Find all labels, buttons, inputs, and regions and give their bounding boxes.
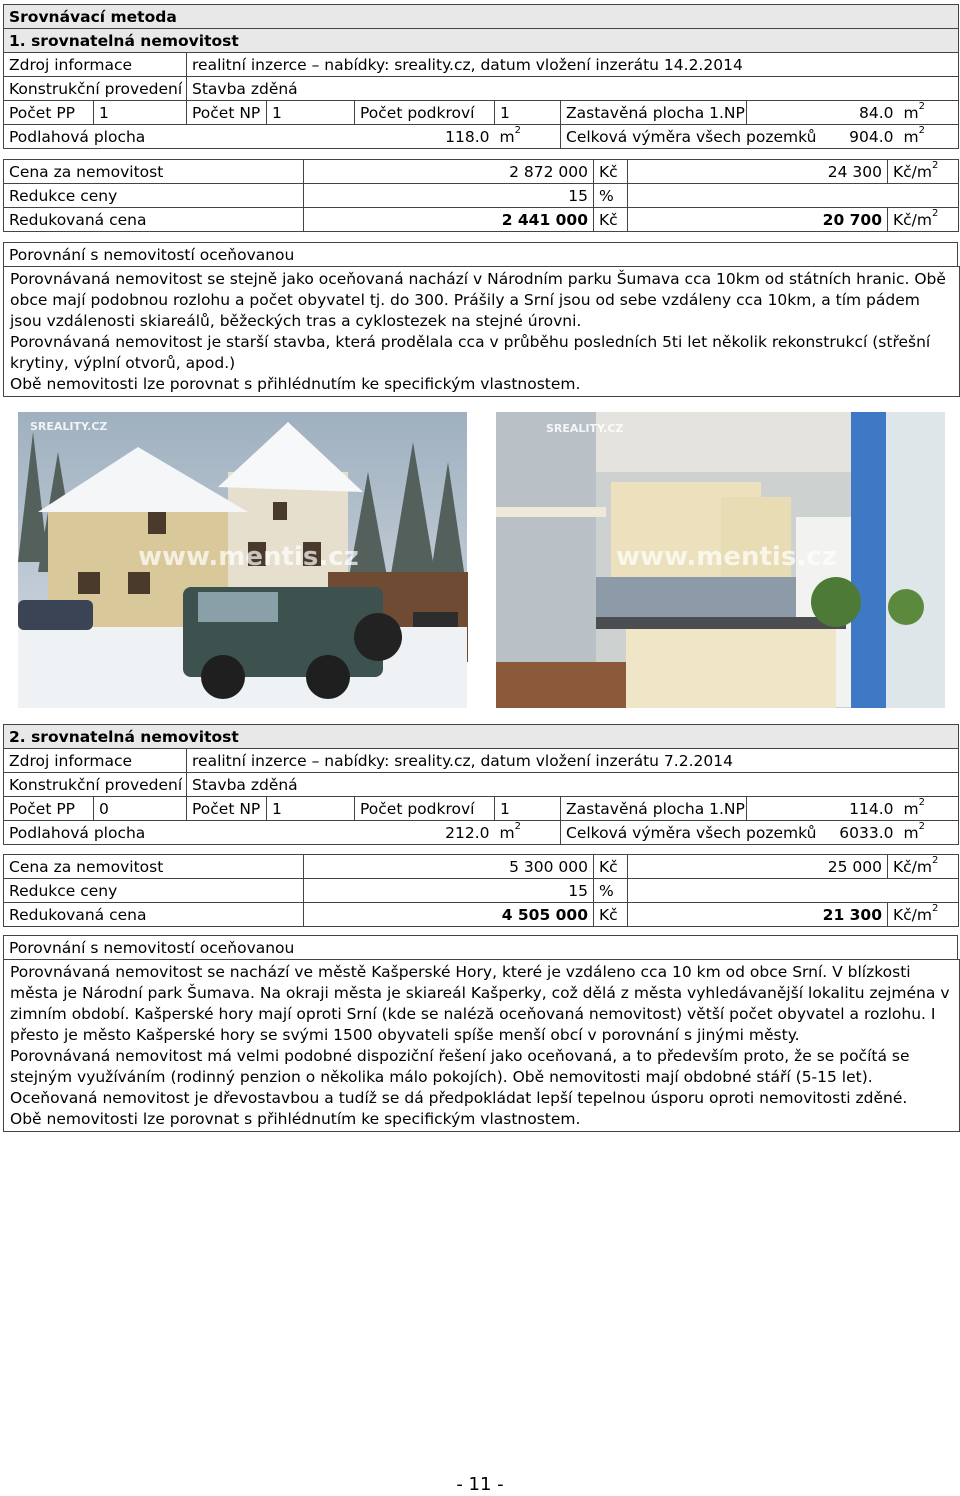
unit-kc-m2: $Kč/m^2$ [888, 855, 959, 879]
unit-kc: Kč [594, 208, 628, 232]
property2-floor-area: 212.0 [355, 821, 495, 845]
property1-attic: 1 [495, 101, 561, 125]
property2-construction: Stavba zděná [187, 773, 959, 797]
unit-pct: % [594, 879, 628, 903]
reduced-price-label: Redukovaná cena [4, 208, 304, 232]
property1-reduced-price: 2 441 000 [304, 208, 594, 232]
construction-label: Konstrukční provedení [4, 773, 187, 797]
floor-area-label: Podlahová plocha [4, 821, 355, 845]
property2-reduced-per-m2: 21 300 [628, 903, 888, 927]
sreality-logo: SREALITY.CZ [30, 420, 108, 433]
comparison-label: Porovnání s nemovitostí oceňovanou [4, 243, 958, 267]
pp-label: Počet PP [4, 797, 94, 821]
unit-kc-m2: $Kč/m^2$ [888, 208, 959, 232]
unit-pct: % [594, 184, 628, 208]
property2-title: 2. srovnatelná nemovitost [4, 725, 959, 749]
watermark: www.mentis.cz [616, 542, 837, 572]
property1-info-table [3, 4, 959, 149]
sreality-logo: SREALITY.CZ [546, 422, 624, 435]
property1-price-table [3, 159, 959, 232]
np-label: Počet NP [187, 101, 267, 125]
paragraph: Obě nemovitosti lze porovnat s přihlédnutím ke specifickým vlastnostem. [10, 1110, 581, 1128]
property1-pp: 1 [94, 101, 187, 125]
unit-m2: $m^2$ [495, 821, 561, 845]
price-label: Cena za nemovitost [4, 855, 304, 879]
property1-floor-area: 118.0 [355, 125, 495, 149]
paragraph: Porovnávaná nemovitost se stejně jako oceňovaná nachází v Národním parku Šumava cca 10km od státních hranic. Obě obce mají podobnou rozlohu a počet obyvatel tj. do 300. Prášily a Srní jsou od sebe vzdáleny cca 10km, a tím pádem jsou vzdálenosti skiareálů, běžeckých tras a cyklostezek na stejné úrovni. [10, 270, 946, 330]
property2-attic: 1 [495, 797, 561, 821]
property1-reduction: 15 [304, 184, 594, 208]
property1-land-total: 904.0 [747, 125, 899, 149]
property1-price: 2 872 000 [304, 160, 594, 184]
reduced-price-label: Redukovaná cena [4, 903, 304, 927]
property2-reduced-price: 4 505 000 [304, 903, 594, 927]
land-total-label: Celková výměra všech pozemků [561, 821, 747, 845]
page-heading: Srovnávací metoda [4, 5, 959, 29]
unit-m2: $m^2$ [899, 101, 959, 125]
property2-built-area: 114.0 [747, 797, 899, 821]
paragraph: Porovnávaná nemovitost se nachází ve městě Kašperské Hory, které je vzdáleno cca 10 km od obce Srní. V blízkosti města je Národní park Šumava. Na okraji města je skiareál Kašperky, což dělá z města vyhledávanější lokalitu zejména v zimním období. Kašperské hory mají oproti Srní (kde se naléză oceňovaná nemovitost) větší počet obyvatel a rozlohu. I přesto je město Kašperské hory se svými 1500 obyvateli spíše menší obcí v porovnání s jinými městy. [10, 963, 950, 1044]
source-label: Zdroj informace [4, 749, 187, 773]
reduction-label: Redukce ceny [4, 879, 304, 903]
property1-np: 1 [267, 101, 355, 125]
unit-m2: $m^2$ [899, 125, 959, 149]
house-photo [18, 412, 467, 708]
attic-label: Počet podkroví [355, 797, 495, 821]
property2-comparison-heading [3, 935, 958, 960]
attic-label: Počet podkroví [355, 101, 495, 125]
property1-reduced-per-m2: 20 700 [628, 208, 888, 232]
unit-kc: Kč [594, 855, 628, 879]
property2-reduction: 15 [304, 879, 594, 903]
property1-price-per-m2: 24 300 [628, 160, 888, 184]
unit-kc: Kč [594, 160, 628, 184]
property2-price: 5 300 000 [304, 855, 594, 879]
property1-construction: Stavba zděná [187, 77, 959, 101]
unit-kc-m2: $Kč/m^2$ [888, 160, 959, 184]
unit-kc-m2: $Kč/m^2$ [888, 903, 959, 927]
property2-land-total: 6033.0 [747, 821, 899, 845]
reduction-label: Redukce ceny [4, 184, 304, 208]
property1-built-area: 84.0 [747, 101, 899, 125]
np-label: Počet NP [187, 797, 267, 821]
page-number: - 11 - [456, 1474, 504, 1495]
property1-title: 1. srovnatelná nemovitost [4, 29, 959, 53]
source-label: Zdroj informace [4, 53, 187, 77]
comparison-label: Porovnání s nemovitostí oceňovanou [4, 936, 958, 960]
property2-price-table [3, 854, 959, 927]
unit-m2: $m^2$ [899, 797, 959, 821]
built-area-label: Zastavěná plocha 1.NP [561, 101, 747, 125]
price-label: Cena za nemovitost [4, 160, 304, 184]
land-total-label: Celková výměra všech pozemků [561, 125, 747, 149]
kitchen-photo [496, 412, 945, 708]
property2-info-table [3, 724, 959, 845]
built-area-label: Zastavěná plocha 1.NP [561, 797, 747, 821]
unit-m2: $m^2$ [899, 821, 959, 845]
pp-label: Počet PP [4, 101, 94, 125]
unit-kc: Kč [594, 903, 628, 927]
paragraph: Obě nemovitosti lze porovnat s přihlédnutím ke specifickým vlastnostem. [10, 375, 581, 393]
property2-description [3, 959, 960, 1132]
watermark: www.mentis.cz [138, 542, 359, 572]
property2-pp: 0 [94, 797, 187, 821]
paragraph: Porovnávaná nemovitost má velmi podobné dispoziční řešení jako oceňovaná, a to především proto, že se počítá se stejným využíváním (rodinný penzion o několika málo pokojích). Obě nemovitosti mají obdobné stáří (5-15 let). [10, 1047, 910, 1086]
property1-source: realitní inzerce – nabídky: sreality.cz, datum vložení inzerátu 14.2.2014 [187, 53, 959, 77]
unit-m2: $m^2$ [495, 125, 561, 149]
paragraph: Oceňovaná nemovitost je dřevostavbou a tudíž se dá předpokládat lepší tepelnou úsporu oproti nemovitosti zděné. [10, 1089, 908, 1107]
property2-price-per-m2: 25 000 [628, 855, 888, 879]
property1-description [3, 266, 960, 397]
property2-np: 1 [267, 797, 355, 821]
paragraph: Porovnávaná nemovitost je starší stavba, která prodělala cca v průběhu posledních 5ti let několik rekonstrukcí (střešní krytiny, výplní otvorů, apod.) [10, 333, 931, 372]
property1-comparison-heading [3, 242, 958, 267]
property2-source: realitní inzerce – nabídky: sreality.cz, datum vložení inzerátu 7.2.2014 [187, 749, 959, 773]
construction-label: Konstrukční provedení [4, 77, 187, 101]
floor-area-label: Podlahová plocha [4, 125, 355, 149]
